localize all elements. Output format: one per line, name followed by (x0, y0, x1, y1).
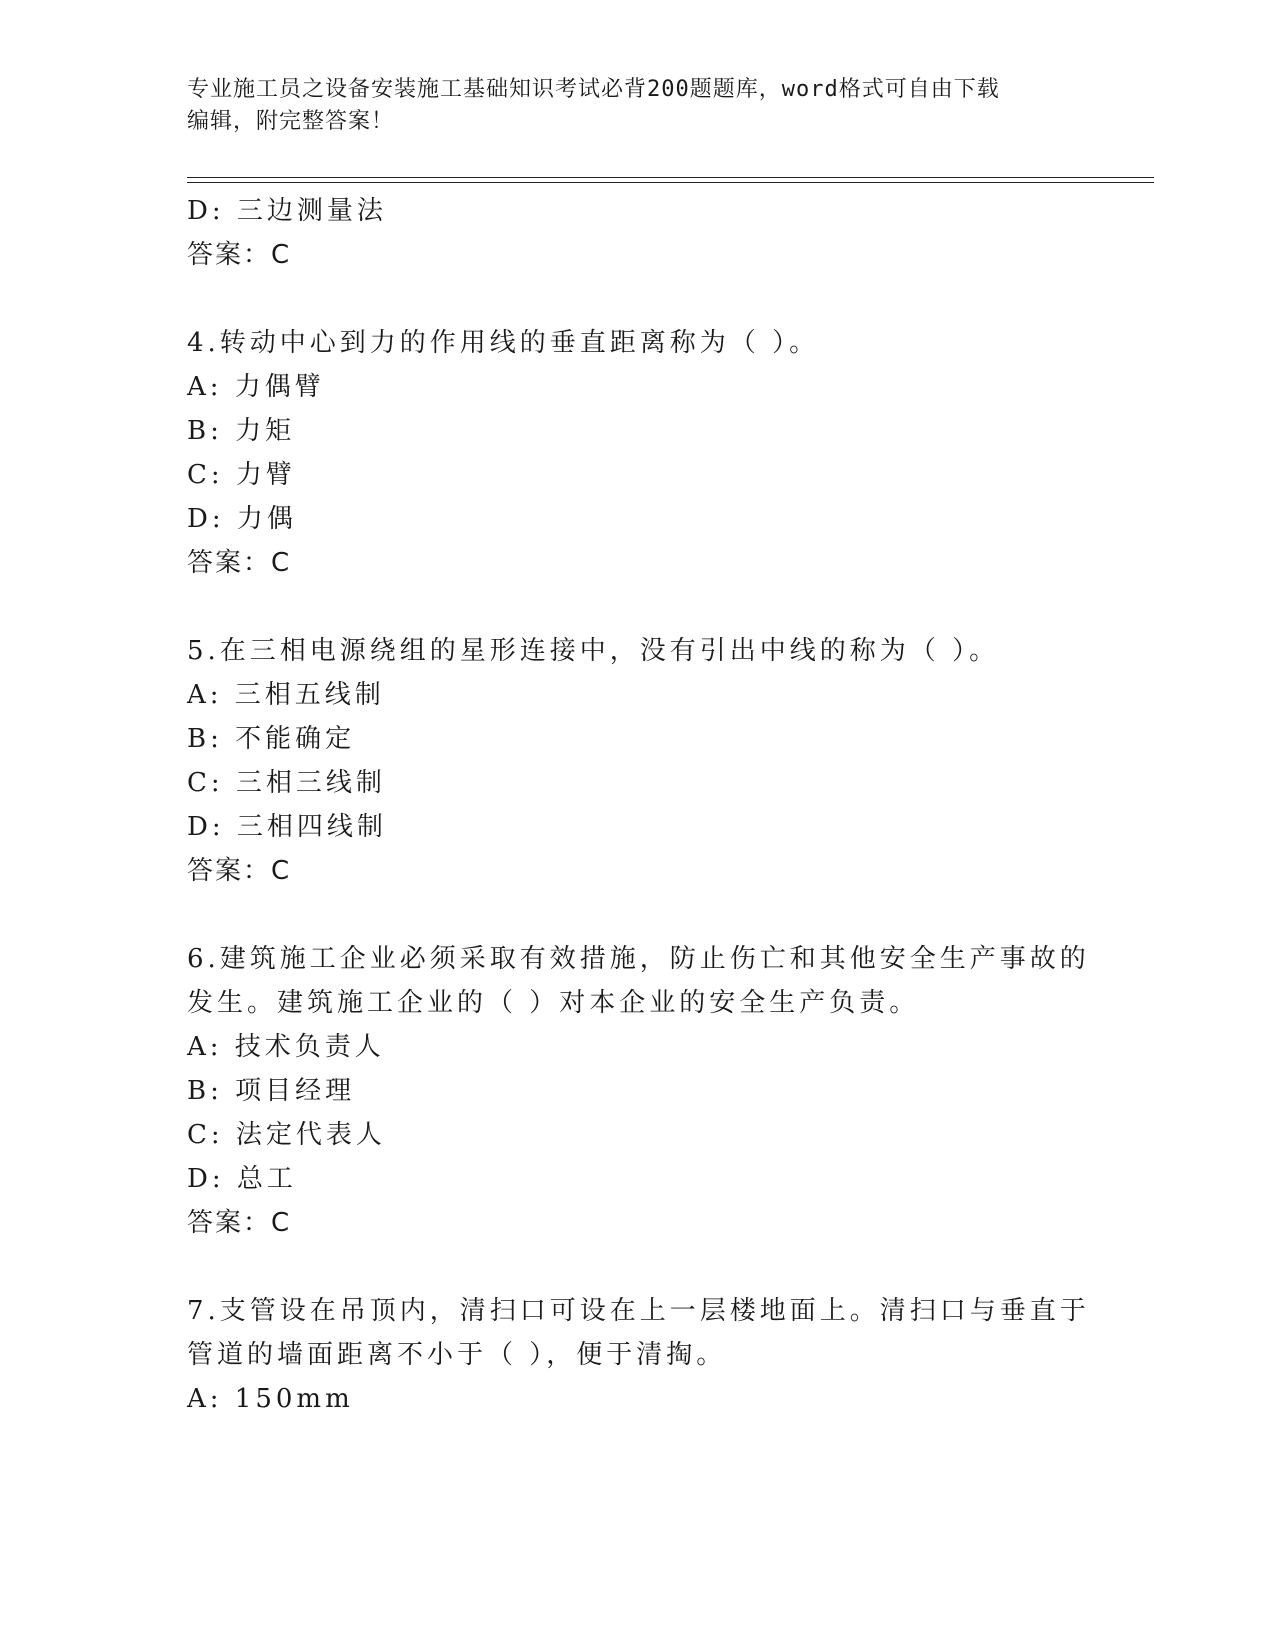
header-title-line-1: 专业施工员之设备安装施工基础知识考试必背200题题库，word格式可自由下载 (187, 77, 1000, 102)
q6-stem-line-2: 发生。建筑施工企业的（ ）对本企业的安全生产负责。 (187, 988, 920, 1018)
header-title-line-2: 编辑，附完整答案！ (187, 109, 395, 134)
q5-option-c: C: 三相三线制 (187, 768, 386, 798)
q5-option-d: D: 三相四线制 (187, 812, 387, 842)
q6-option-d: D: 总工 (187, 1164, 297, 1194)
q7-option-a: A: 150mm (187, 1384, 354, 1414)
q7-stem-line-2: 管道的墙面距离不小于（ ），便于清掏。 (187, 1340, 727, 1370)
q5-stem: 5.在三相电源绕组的星形连接中，没有引出中线的称为（ ）。 (187, 636, 1000, 666)
q6-option-a: A: 技术负责人 (187, 1032, 385, 1062)
q4-answer: 答案：C (187, 548, 292, 578)
header-divider-bottom (187, 182, 1154, 183)
q3-option-d: D: 三边测量法 (187, 196, 387, 226)
q6-stem-line-1: 6.建筑施工企业必须采取有效措施，防止伤亡和其他安全生产事故的 (187, 944, 1090, 974)
q4-option-c: C: 力臂 (187, 460, 296, 490)
q4-option-a: A: 力偶臂 (187, 372, 325, 402)
q6-answer: 答案：C (187, 1208, 292, 1238)
q5-answer: 答案：C (187, 856, 292, 886)
q4-option-b: B: 力矩 (187, 416, 296, 446)
q4-option-d: D: 力偶 (187, 504, 297, 534)
header-divider-top (187, 177, 1154, 178)
q5-option-b: B: 不能确定 (187, 724, 356, 754)
q5-option-a: A: 三相五线制 (187, 680, 385, 710)
q7-stem-line-1: 7.支管设在吊顶内，清扫口可设在上一层楼地面上。清扫口与垂直于 (187, 1296, 1090, 1326)
q6-option-b: B: 项目经理 (187, 1076, 356, 1106)
q6-option-c: C: 法定代表人 (187, 1120, 386, 1150)
q3-answer: 答案：C (187, 240, 292, 270)
q4-stem: 4.转动中心到力的作用线的垂直距离称为（ ）。 (187, 328, 820, 358)
document-header (187, 74, 1067, 138)
